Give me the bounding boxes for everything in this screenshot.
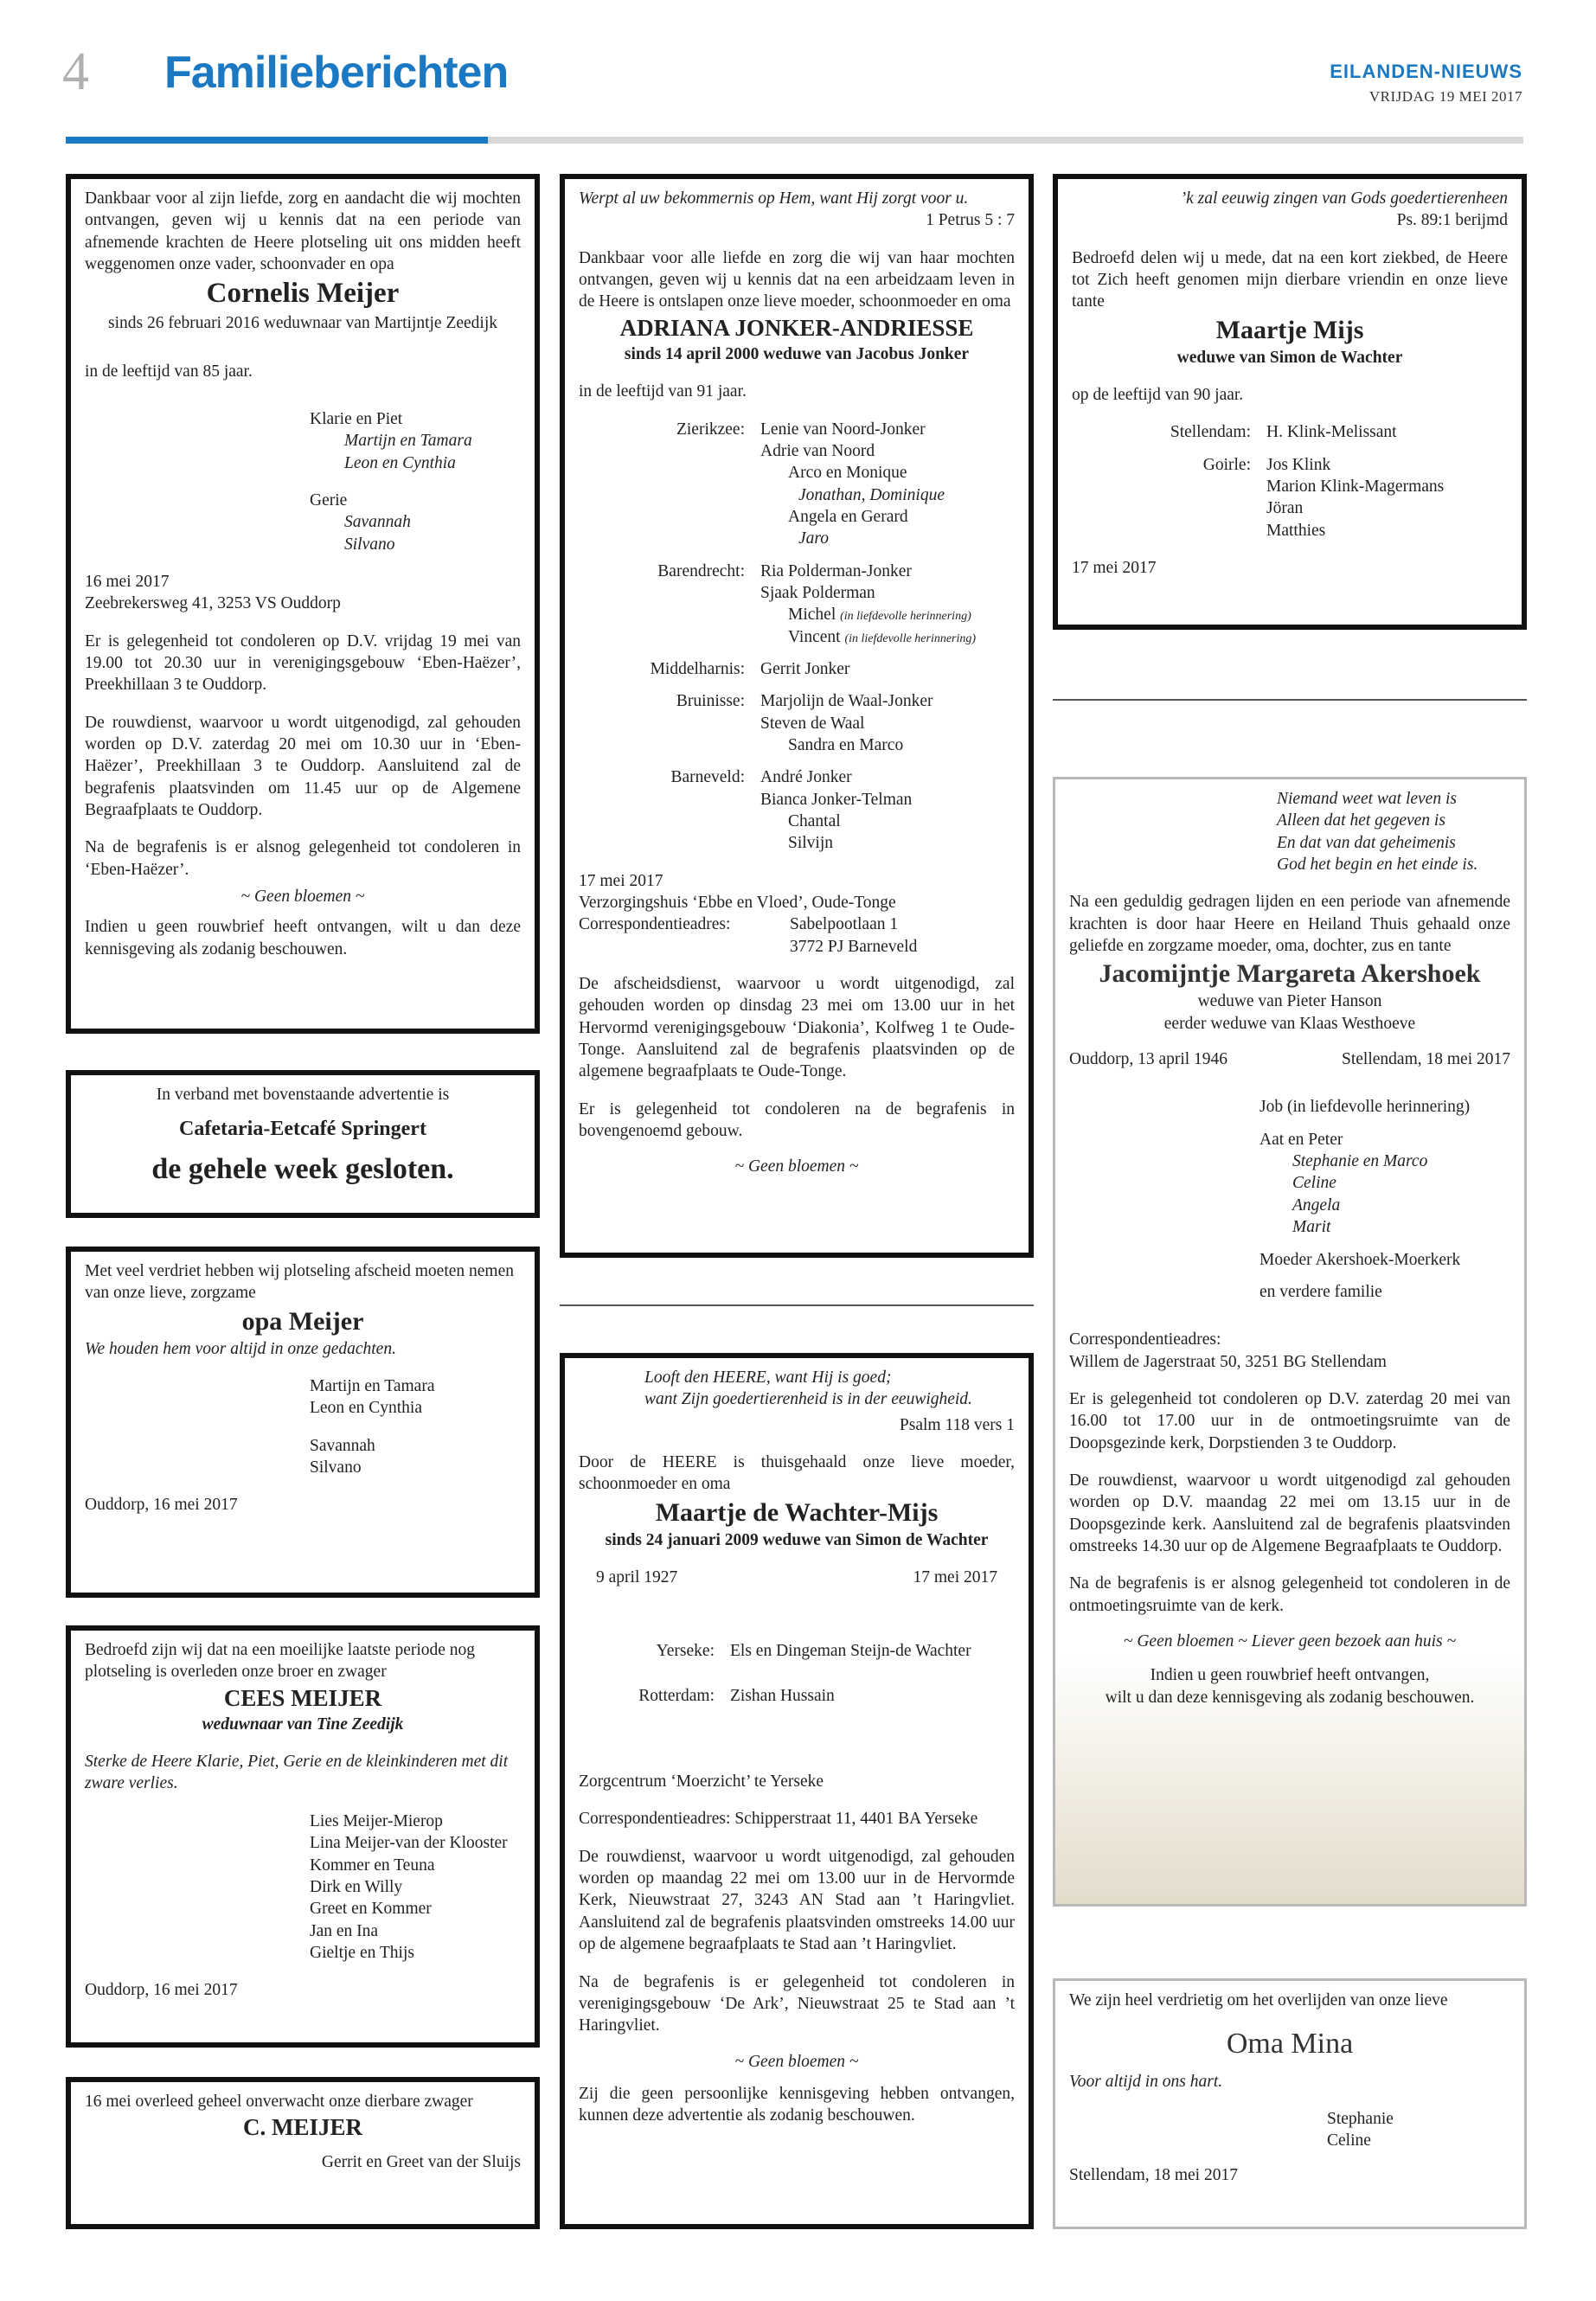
ad-footer: Stellendam, 18 mei 2017 xyxy=(1069,2165,1238,2184)
notice-text: Zij die geen persoonlijke kennisgeving hebben ontvangen, kunnen deze advertentie als zodanig beschouwen. xyxy=(579,2084,1015,2125)
place-label: Yerseke: xyxy=(656,1642,715,1661)
family-name: Sjaak Polderman xyxy=(760,583,875,602)
deceased-subtitle: sinds 24 januari 2009 weduwe van Simon de Wachter xyxy=(605,1530,989,1549)
family-group xyxy=(579,419,1015,550)
family-name: Gerrit Jonker xyxy=(760,659,850,678)
death-date: Stellendam, 18 mei 2017 xyxy=(1342,1050,1510,1069)
family-name: Celine xyxy=(1292,1174,1336,1193)
family-group xyxy=(579,766,1015,854)
after-text: Na de begrafenis is er alsnog gelegenheid tot condoleren in de ontmoetingsruimte van de kerk. xyxy=(1069,1574,1510,1615)
deceased-name: C. MEIJER xyxy=(242,2114,362,2141)
ad-maartje-de-wachter xyxy=(560,1353,1034,2229)
memorial-note: (in liefdevolle herinnering) xyxy=(840,610,971,624)
ad-maartje-mijs xyxy=(1053,174,1527,630)
notice-text: wilt u dan deze kennisgeving als zodanig beschouwen. xyxy=(1105,1688,1475,1707)
closed-notice: de gehele week gesloten. xyxy=(151,1152,454,1185)
service-text: De rouwdienst, waarvoor u wordt uitgenodigd zal gehouden worden op D.V. maandag 22 mei om 13.15 uur in de Doopsgezinde kerk. Aansluitend zal de begrafenis plaatsvinden omstreeks 14.30 uur op de Algemene Begraafplaats te Ouddorp. xyxy=(1069,1471,1510,1555)
family-name: Marit xyxy=(1292,1218,1331,1237)
ad-place: Verzorgingshuis ‘Ebbe en Vloed’, Oude-Tonge xyxy=(579,894,896,913)
ad-signature: Gerrit en Greet van der Sluijs xyxy=(321,2153,521,2172)
family-group xyxy=(579,690,1015,756)
deceased-name: CEES MEIJER xyxy=(223,1684,382,1711)
section-title: Familieberichten xyxy=(164,48,509,98)
ad-jacomijntje-akershoek xyxy=(1053,777,1527,1907)
corr-address: 3772 PJ Barneveld xyxy=(790,937,918,956)
family-name: en verdere familie xyxy=(1259,1282,1382,1301)
family-name: H. Klink-Melissant xyxy=(1266,423,1397,442)
place-label: Barneveld: xyxy=(670,768,745,787)
corr-address: Sabelpootlaan 1 xyxy=(790,915,899,934)
age: in de leeftijd van 85 jaar. xyxy=(85,362,253,381)
birth-date: 9 april 1927 xyxy=(596,1568,678,1587)
notice-text: Indien u geen rouwbrief heeft ontvangen, xyxy=(1150,1666,1430,1685)
family-name: Sandra en Marco xyxy=(788,735,904,754)
family-name: Bianca Jonker-Telman xyxy=(760,790,913,809)
family-group xyxy=(579,1640,1015,1662)
family-name: Gieltje en Thijs xyxy=(310,1943,414,1962)
scripture-quote: Werpt al uw bekommernis op Hem, want Hij zorgt voor u. xyxy=(579,189,969,208)
memorial-line: We houden hem voor altijd in onze gedachten. xyxy=(85,1339,396,1358)
family-name: Celine xyxy=(1327,2131,1371,2150)
scripture-quote: ’k zal eeuwig zingen van Gods goedertierenheen xyxy=(1180,189,1508,208)
deceased-subtitle: weduwnaar van Tine Zeedijk xyxy=(202,1715,404,1734)
family-name: Ria Polderman-Jonker xyxy=(760,561,912,580)
ad-intro: Door de HEERE is thuisgehaald onze lieve moeder, schoonmoeder en oma xyxy=(579,1453,1015,1494)
ad-opa-meijer xyxy=(66,1247,540,1598)
service-text: De rouwdienst, waarvoor u wordt uitgenodigd, zal gehouden worden op maandag 22 mei om 13.00 uur in de Hervormde Kerk, Nieuwstraat 27, 3243 AN Stad aan ’t Haringvliet. Aansluitend zal de begrafenis plaatsvinden omstreeks 14.00 uur op de algemene begraafplaats te Stad aan ’t Haringvliet. xyxy=(579,1847,1015,1954)
column-divider xyxy=(1053,699,1527,701)
memorial-line: Sterke de Heere Klarie, Piet, Gerie en de kleinkinderen met dit zware verlies. xyxy=(85,1753,509,1793)
family-name: Job (in liefdevolle herinnering) xyxy=(1259,1098,1471,1117)
family-name: Els en Dingeman Steijn-de Wachter xyxy=(730,1642,971,1661)
after-text: Na de begrafenis is er gelegenheid tot condoleren in verenigingsgebouw ‘De Ark’, Nieuwstraat 25 te Stad aan ’t Haringvliet. xyxy=(579,1972,1015,2035)
family-name: Stephanie en Marco xyxy=(1292,1152,1428,1171)
family-name: Martijn en Tamara xyxy=(344,432,472,451)
family-name: Marion Klink-Magermans xyxy=(1266,478,1445,497)
condolence-text: Er is gelegenheid tot condoleren op D.V. zaterdag 20 mei van 16.00 tot 17.00 uur in de ontmoetingsruimte van de Doopsgezinde kerk, Dorpstienden 3 te Ouddorp. xyxy=(1069,1389,1510,1452)
family-name: Silvano xyxy=(344,535,395,554)
ad-c-meijer xyxy=(66,2077,540,2229)
deceased-subtitle: weduwe van Simon de Wachter xyxy=(1176,348,1403,367)
ad-cees-meijer xyxy=(66,1625,540,2048)
ad-cornelis-meijer xyxy=(66,174,540,1034)
family-name: Kommer en Teuna xyxy=(310,1856,435,1875)
deceased-name: Cornelis Meijer xyxy=(206,278,400,310)
family-name: André Jonker xyxy=(760,768,852,787)
deceased-name: opa Meijer xyxy=(241,1306,364,1336)
family-name: Adrie van Noord xyxy=(760,441,875,460)
issue-date: VRIJDAG 19 MEI 2017 xyxy=(1368,88,1522,105)
corr-address: Willem de Jagerstraat 50, 3251 BG Stellendam xyxy=(1069,1352,1387,1371)
deceased-name: ADRIANA JONKER-ANDRIESSE xyxy=(619,314,974,341)
condolence-text: Er is gelegenheid tot condoleren op D.V. vrijdag 19 mei van 19.00 tot 20.30 uur in verenigingsgebouw ‘Eben-Haëzer’, Preekhillaan 3 te Ouddorp. xyxy=(85,631,521,695)
place-label: Barendrecht: xyxy=(657,561,745,580)
family-name: Steven de Waal xyxy=(760,714,865,733)
ad-intro: Na een geduldig gedragen lijden en een periode van afnemende krachten is door haar Heere en Heiland Thuis gehaald onze geliefde en zorgzame moeder, oma, dochter, zus en tante xyxy=(1069,893,1510,956)
scripture-quote: want Zijn goedertierenheid is in der eeuwigheid. xyxy=(644,1390,972,1409)
notice-text: Indien u geen rouwbrief heeft ontvangen, wilt u dan deze kennisgeving als zodanig beschouwen. xyxy=(85,918,521,958)
ad-intro: Bedroefd delen wij u mede, dat na een kort ziekbed, de Heere tot Zich heeft genomen mijn dierbare vriendin en onze lieve tante xyxy=(1072,248,1508,311)
after-text: Er is gelegenheid tot condoleren na de begrafenis in bovengenoemd gebouw. xyxy=(579,1099,1015,1141)
family-name: Michel xyxy=(788,606,836,625)
after-text: Na de begrafenis is er alsnog gelegenheid tot condoleren in ‘Eben-Haëzer’. xyxy=(85,838,521,879)
family-name: Lies Meijer-Mierop xyxy=(310,1811,443,1830)
memorial-line: Voor altijd in ons hart. xyxy=(1069,2072,1223,2091)
family-name: Arco en Monique xyxy=(788,464,907,483)
ad-date: 17 mei 2017 xyxy=(579,871,663,890)
deceased-name: Jacomijntje Margareta Akershoek xyxy=(1099,959,1481,989)
ad-intro: Bedroefd zijn wij dat na een moeilijke laatste periode nog plotseling is overleden onze broer en zwager xyxy=(85,1641,476,1682)
corr-label: Correspondentieadres: xyxy=(1069,1330,1221,1349)
service-text: De afscheidsdienst, waarvoor u wordt uitgenodigd, zal gehouden worden op dinsdag 23 mei om 13.00 uur in het Hervormd verenigingsgebouw ‘Diakonia’, Kolfweg 1 te Oude-Tonge. Aansluitend zal de begrafenis plaatsvinden op de algemene begraafplaats te Oude-Tonge. xyxy=(579,975,1015,1081)
family-name: Matthies xyxy=(1266,521,1326,540)
ad-date: 17 mei 2017 xyxy=(1072,559,1157,578)
deceased-subtitle: eerder weduwe van Klaas Westhoeve xyxy=(1163,1014,1416,1033)
header-rule xyxy=(488,137,1523,144)
deceased-name: Maartje de Wachter-Mijs xyxy=(655,1497,939,1527)
ad-address: Zeebrekersweg 41, 3253 VS Ouddorp xyxy=(85,594,341,613)
ad-date: 16 mei 2017 xyxy=(85,573,170,592)
corr-label: Correspondentieadres: xyxy=(579,915,731,934)
family-name: Jonathan, Dominique xyxy=(798,485,945,504)
family-name: Klarie en Piet xyxy=(310,409,403,428)
column-divider xyxy=(560,1304,1034,1306)
deceased-subtitle: sinds 26 februari 2016 weduwnaar van Martijntje Zeedijk xyxy=(108,314,497,333)
place-label: Bruinisse: xyxy=(676,692,745,711)
ad-intro: In verband met bovenstaande advertentie is xyxy=(156,1086,450,1104)
birth-date: Ouddorp, 13 april 1946 xyxy=(1069,1050,1228,1069)
family-name: Marjolijn de Waal-Jonker xyxy=(760,692,933,711)
ad-intro: We zijn heel verdrietig om het overlijden van onze lieve xyxy=(1069,1991,1448,2009)
page-number: 4 xyxy=(62,42,89,101)
deceased-subtitle: weduwe van Pieter Hanson xyxy=(1197,992,1382,1011)
scripture-ref: Psalm 118 vers 1 xyxy=(899,1415,1015,1434)
family-name: Moeder Akershoek-Moerkerk xyxy=(1259,1250,1461,1269)
scripture-ref: Ps. 89:1 berijmd xyxy=(1396,211,1508,230)
family-name: Aat en Peter xyxy=(1259,1130,1343,1149)
family-name: Chantal xyxy=(788,812,841,830)
family-name: Martijn en Tamara xyxy=(310,1377,435,1396)
family-name: Lenie van Noord-Jonker xyxy=(760,420,926,439)
masthead-logo: EILANDEN-NIEUWS xyxy=(1330,61,1522,82)
ad-adriana-jonker xyxy=(560,174,1034,1258)
service-text: De rouwdienst, waarvoor u wordt uitgenodigd, zal gehouden worden op D.V. zaterdag 20 mei om 10.30 uur in ‘Eben-Haëzer’, Preekhillaan 3 te Ouddorp. Aansluitend zal de begrafenis plaatsvinden om 11.45 uur op de Algemene Begraafplaats te Ouddorp. xyxy=(85,713,521,820)
family-name: Leon en Cynthia xyxy=(344,453,456,472)
family-name: Jos Klink xyxy=(1266,455,1331,474)
ad-intro: Dankbaar voor al zijn liefde, zorg en aandacht die wij mochten ontvangen, geven wij u kennis dat na een periode van afnemende krachten de Heere plotseling uit ons midden heeft weggenomen onze vader, schoonvader en opa xyxy=(85,189,521,274)
ad-cafetaria-springert xyxy=(66,1070,540,1218)
family-name: Silvano xyxy=(310,1458,362,1477)
family-name: Angela xyxy=(1292,1195,1341,1215)
age: op de leeftijd van 90 jaar. xyxy=(1072,386,1244,405)
scripture-ref: 1 Petrus 5 : 7 xyxy=(926,211,1015,230)
no-flowers: ~ Geen bloemen ~ xyxy=(240,888,365,907)
family-name: Gerie xyxy=(310,490,348,510)
family-name: Zishan Hussain xyxy=(730,1686,835,1705)
family-name: Vincent xyxy=(788,627,841,646)
family-name: Lina Meijer-van der Klooster xyxy=(310,1834,508,1853)
scripture-quote: Looft den HEERE, want Hij is goed; xyxy=(644,1368,892,1387)
ad-place: Zorgcentrum ‘Moerzicht’ te Yerseke xyxy=(579,1772,824,1791)
family-name: Greet en Kommer xyxy=(310,1900,432,1919)
memorial-note: (in liefdevolle herinnering) xyxy=(844,631,977,645)
family-name: Silvijn xyxy=(788,834,834,853)
death-date: 17 mei 2017 xyxy=(913,1568,997,1587)
family-name: Angela en Gerard xyxy=(788,507,908,526)
ad-footer: Ouddorp, 16 mei 2017 xyxy=(85,1496,238,1515)
family-name: Savannah xyxy=(344,513,411,532)
family-name: Savannah xyxy=(310,1436,375,1455)
business-name: Cafetaria-Eetcafé Springert xyxy=(179,1118,426,1141)
place-label: Zierikzee: xyxy=(676,420,745,439)
no-flowers: ~ Geen bloemen ~ xyxy=(734,2052,859,2071)
family-group xyxy=(579,658,1015,680)
place-label: Rotterdam: xyxy=(638,1686,715,1705)
ad-footer: Ouddorp, 16 mei 2017 xyxy=(85,1981,238,2000)
deceased-name: Oma Mina xyxy=(1226,2028,1354,2061)
ad-intro: 16 mei overleed geheel onverwacht onze dierbare zwager xyxy=(85,2093,473,2111)
no-flowers: ~ Geen bloemen ~ Liever geen bezoek aan huis ~ xyxy=(1123,1631,1457,1650)
family-group xyxy=(1072,421,1508,443)
family-name: Dirk en Willy xyxy=(310,1877,403,1896)
place-label: Stellendam: xyxy=(1170,423,1251,442)
poem-line: Niemand weet wat leven is xyxy=(1277,790,1457,808)
family-name: Jaro xyxy=(798,529,830,548)
ad-intro: Dankbaar voor alle liefde en zorg die wij van haar mochten ontvangen, geven wij u kennis dat na een arbeidzaam leven in de Heere is ontslapen onze lieve moeder, schoonmoeder en oma xyxy=(579,248,1015,311)
poem-line: God het begin en het einde is. xyxy=(1277,856,1478,875)
deceased-name: Maartje Mijs xyxy=(1215,315,1364,344)
family-name: Jan en Ina xyxy=(310,1921,379,1940)
age: in de leeftijd van 91 jaar. xyxy=(579,382,747,401)
ad-oma-mina xyxy=(1053,1978,1527,2229)
family-name: Leon en Cynthia xyxy=(310,1399,422,1418)
family-group xyxy=(1072,454,1508,542)
place-label: Middelharnis: xyxy=(650,659,745,678)
family-group xyxy=(579,1685,1015,1707)
family-name: Jöran xyxy=(1266,499,1304,518)
header-rule-accent xyxy=(66,137,488,144)
poem-line: En dat van dat geheimenis xyxy=(1277,833,1456,852)
deceased-subtitle: sinds 14 april 2000 weduwe van Jacobus Jonker xyxy=(624,344,970,363)
ad-intro: Met veel verdriet hebben wij plotseling afscheid moeten nemen van onze lieve, zorgzame xyxy=(85,1262,515,1303)
poem-line: Alleen dat het gegeven is xyxy=(1277,811,1445,830)
family-name: Stephanie xyxy=(1327,2109,1394,2128)
no-flowers: ~ Geen bloemen ~ xyxy=(734,1157,859,1176)
family-group xyxy=(579,561,1015,648)
corr-address: Correspondentieadres: Schipperstraat 11, 4401 BA Yerseke xyxy=(579,1810,978,1829)
place-label: Goirle: xyxy=(1202,455,1251,474)
